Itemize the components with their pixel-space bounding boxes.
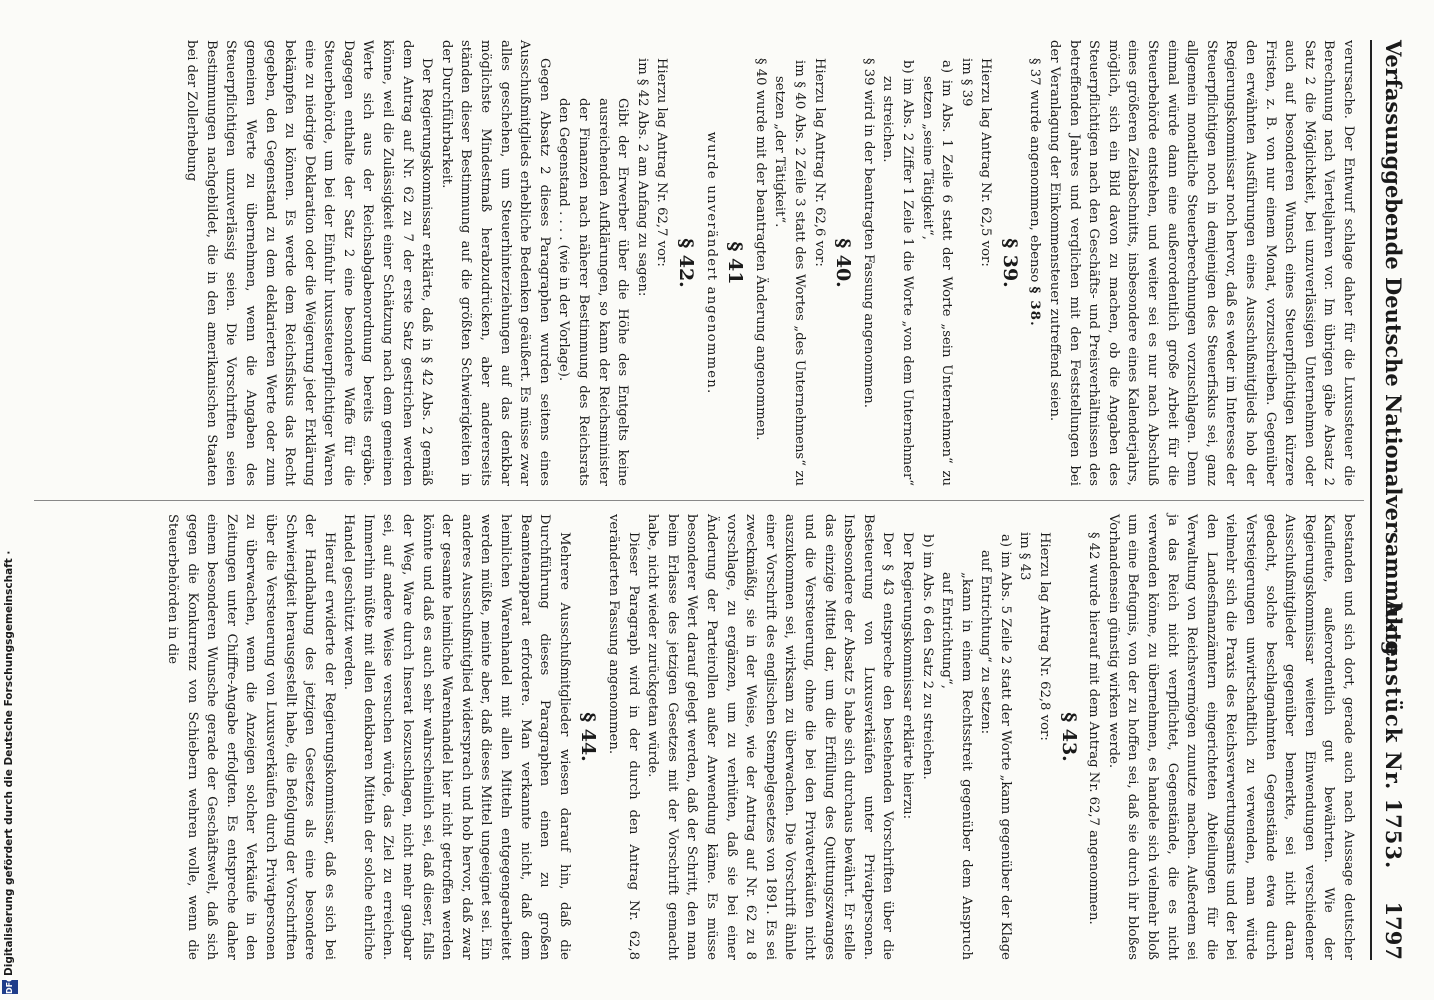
paragraph: bestanden und sich dort, gerade auch nach Aussage deutscher Kaufleute, außerordentlich gut bewährten. Wie der Regierungskommissar weiteren Einwendungen verschiedener Ausschußmitglieder gegenüber bemerkte, sei nicht daran gedacht, solche beschlagnahmten Gegenstände etwa durch Versteigerungen unwirtschaftlich zu verwenden, man würde vielmehr sich die Praxis des Reichsverwertungsamts und der bei den Landesfinanzämtern eingerichteten Abteilungen für die Verwaltung von Reichsvermögen zunutze machen. Außerdem sei ja das Reich nicht verpflichtet, Gegenstände, die es nicht verwenden könne, zu übernehmen, es handele sich vielmehr bloß um eine Befugnis, von der zu hoffen sei, daß sie durch ihr bloßes Vorhandensein günstig wirken werde. xyxy=(1105,514,1356,960)
paragraph-text: § 37 wurde angenommen, ebenso xyxy=(1027,58,1043,283)
paragraph: Hierzu lag Antrag Nr. 62,6 vor: xyxy=(811,58,827,267)
section-heading-43: § 43. xyxy=(1057,712,1080,762)
paragraph: im § 43 xyxy=(1017,532,1033,581)
list-item: b) im Abs. 2 Ziffer 1 Zeile 1 die Worte „von dem Unternehmer“ zu streichen. xyxy=(880,60,915,486)
credit-text: Digitalisierung gefördert durch die Deutsche Forschungsgemeinschaft · xyxy=(3,550,15,976)
paragraph: im § 39 xyxy=(958,58,974,107)
paragraph: verursache. Der Entwurf schlage daher für die Luxussteuer die Berechnung nach Vierteljahren vor. Im übrigen gäbe Absatz 2 Satz 2 die Möglichkeit, bei unzuverlässigen Unternehmen oder auch auf besonderen Wunsch eines Steuerpflichtigen kürzere Fristen, z. B. von nur einem Monat, vorzuschreiben. Gegenüber den erwähnten Ausführungen eines Ausschußmitglieds hob der Regierungskommissar noch hervor, daß es weder im Interesse der Steuerpflichtigen noch in demjenigen des Steuerfiskus sei, ganz allgemein monatliche Steuerberechnungen vorzuschlagen. Denn einmal würde dann eine außerordentlich große Arbeit für die Steuerbehörde entstehen, und weiter sei es nur nach Abschluß eines größeren Zeitabschnitts, insbesondere eines Kalenderjahrs, möglich, sich ein Bild davon zu machen, ob die Angaben des Steuerpflichtigen nach den Geschäfts- und Preisverhältnissen des betreffenden Jahres und verglichen mit den Feststellungen bei der Veranlagung der Einkommensteuer zutreffend seien. xyxy=(1047,40,1356,486)
header-title: Verfassunggebende Deutsche Nationalversammlung. xyxy=(1381,40,1406,663)
section-ref: § 38. xyxy=(1027,286,1043,327)
right-column xyxy=(162,514,1358,960)
paragraph: wurde unverändert angenommen. xyxy=(703,131,719,395)
paragraph: Hierauf erwiderte der Regierungskommissar, daß es sich bei der Handhabung des jetzigen Gesetzes als eine besondere Schwierigkeit herausgestellt habe, die Befolgung der Vorschriften über die Versteuerung von Luxusverkäufen durch Privatpersonen zu überwachen, wenn die Anzeigen solcher Verkäufe in den Zeitungen unter Chiffre-Angabe erfolgten. Es entspreche daher einem besonderen Wunsche gerade der Geschäftswelt, daß sich gegen die Konkurrenz von Schiebern wehren wolle, wenn die Steuerbehörden in die xyxy=(164,514,337,960)
paragraph: Gegen Absatz 2 dieses Paragraphen wurden seitens eines Ausschußmitglieds erhebliche Bedenken geäußert. Es müsse zwar alles geschehen, um Steuerhinterziehungen auf das denkbar möglichste Mindestmaß herabzudrücken, aber andererseits ständen dieser Bestimmung auf die größten Schwierigkeiten in der Durchführbarkeit. xyxy=(438,40,552,486)
paragraph: § 40 wurde mit der beantragten Änderung angenommen. xyxy=(752,58,768,441)
section-heading-42: § 42. xyxy=(675,238,697,288)
section-heading-40: § 40. xyxy=(832,238,855,288)
paragraph xyxy=(1025,40,1045,486)
quotation: „kann in einem Rechtsstreit gegenüber dem Anspruch auf Entrichtung“, xyxy=(939,572,974,960)
list-item: b) im Abs. 6 den Satz 2 zu streichen. xyxy=(919,534,935,780)
paragraph: Der § 43 entspreche den bestehenden Vorschriften über die Besteuerung von Luxusverkäufen unter Privatpersonen. Insbesondere der Absatz 5 habe sich durchaus bewährt. Er stelle das einzige Mittel dar, um die Erfüllung des Quittungszwanges und die Versteuerung, ohne die bei den Privatverkäufen nicht auszukommen sei, wirksam zu überwachen. Die Vorschrift ähnle einer Vorschrift des englischen Stempelgesetzes von 1891. Es sei zweckmäßig, sie in der Weise, wie der Antrag auf Nr. 62 zu 8 vorschlage, zu ergänzen, um zu verhüten, daß sie bei einer Änderung der Parteirollen außer Anwendung käme. Es müsse besonderer Wert darauf gelegt werden, daß der Schritt, den man beim Erlasse des jetzigen Gesetzes mit der Vorschrift gemacht habe, nicht wieder zurückgetan würde. xyxy=(645,514,896,960)
section-heading-41: § 41 xyxy=(724,241,747,285)
paragraph: § 42 wurde hierauf mit dem Antrag Nr. 62,7 angenommen. xyxy=(1086,532,1102,925)
paragraph: im § 42 Abs. 2 am Anfang zu sagen: xyxy=(634,58,650,297)
paragraph: Der Regierungskommissar erklärte hierzu: xyxy=(899,532,915,820)
paragraph: Der Regierungskommissar erklärte, daß in § 42 Abs. 2 gemäß dem Antrag auf Nr. 62 zu 7 der erste Satz gestrichen werden könne, weil die Zulässigkeit einer Schätzung nach dem gemeinen Werte sich aus der Reichsabgabenordnung bereits ergäbe. Dagegen enthalte der Satz 2 eine besondere Waffe für die Steuerbehörde, um bei der Einfuhr luxussteuerpflichtiger Waren eine zu niedrige Deklaration oder die Weigerung jeder Erklärung bekämpfen zu können. Es werde dem Reichsfiskus das Recht gegeben, den Gegenstand zu dem deklarierten Werte oder zum gemeinen Werte zu übernehmen, wenn die Angaben des Steuerpflichtigen unzuverlässig seien. Die Vorschriften seien Bestimmungen nachgebildet, die in den amerikanischen Staaten bei der Zollerhebung xyxy=(184,40,435,486)
list-item: a) im Abs. 5 Zeile 2 statt der Worte „kann gegenüber der Klage auf Entrichtung“ zu setzen: xyxy=(978,534,1013,960)
dfg-logo: DFG xyxy=(2,980,18,994)
header-document-number: Aktenstück Nr. 1753. xyxy=(1381,600,1406,870)
paragraph: Dieser Paragraph wird in der durch den Antrag Nr. 62,8 veränderten Fassung angenommen. xyxy=(606,514,641,960)
page-number: 1797 xyxy=(1381,901,1406,960)
column-separator xyxy=(34,500,1364,501)
paragraph: Hierzu lag Antrag Nr. 62,7 vor: xyxy=(654,58,670,267)
header-rule xyxy=(1370,40,1372,960)
quotation: Gibt der Erwerber über die Höhe des Entgelts keine ausreichenden Aufklärungen, so kann der Reichsminister der Finanzen nach näherer Bestimmung des Reichsrats den Gegenstand . . . . (wie in der Vorlage). xyxy=(556,98,631,486)
paragraph: Hierzu lag Antrag Nr. 62,5 vor: xyxy=(978,58,994,267)
paragraph: Hierzu lag Antrag Nr. 62,8 vor: xyxy=(1037,532,1053,741)
page-header xyxy=(1372,40,1406,960)
digitization-credit xyxy=(0,0,24,1000)
paragraph: Mehrere Ausschußmitglieder wiesen darauf hin, daß die Durchführung dieses Paragraphen einen zu großen Beamtenapparat erfordere. Man verkannte nicht, daß dem heimlichen Warenhandel mit allen Mitteln entgegengearbeitet werden müßte, meinte aber, daß dieses Mittel ungeeignet sei. Ein anderes Ausschußmitglied widersprach und hob hervor, daß zwar der gesamte heimliche Warenhandel hier nicht getroffen werden könnte und daß es auch sehr wahrscheinlich sei, daß dieser, falls der Weg, Ware durch Inserat loszuschlagen, nicht mehr gangbar sei, auf andere Weise versuchen würde, das Ziel zu erreichen. Immerhin müßte mit allen denkbaren Mitteln der solche ehrliche Handel geschützt werden. xyxy=(341,514,572,960)
list-item: im § 40 Abs. 2 Zeile 3 statt des Wortes „des Unternehmens“ zu setzen „der Tätigkeit“. xyxy=(772,60,807,486)
section-heading-44: § 44. xyxy=(577,712,600,762)
section-heading-39: § 39. xyxy=(998,238,1021,288)
left-column xyxy=(182,40,1358,486)
list-item: a) im Abs. 1 Zeile 6 statt der Worte „sein Unternehmen“ zu setzen „seine Tätigkeit“, xyxy=(919,60,955,486)
paragraph: § 39 wird in der beantragten Fassung angenommen. xyxy=(860,58,876,408)
